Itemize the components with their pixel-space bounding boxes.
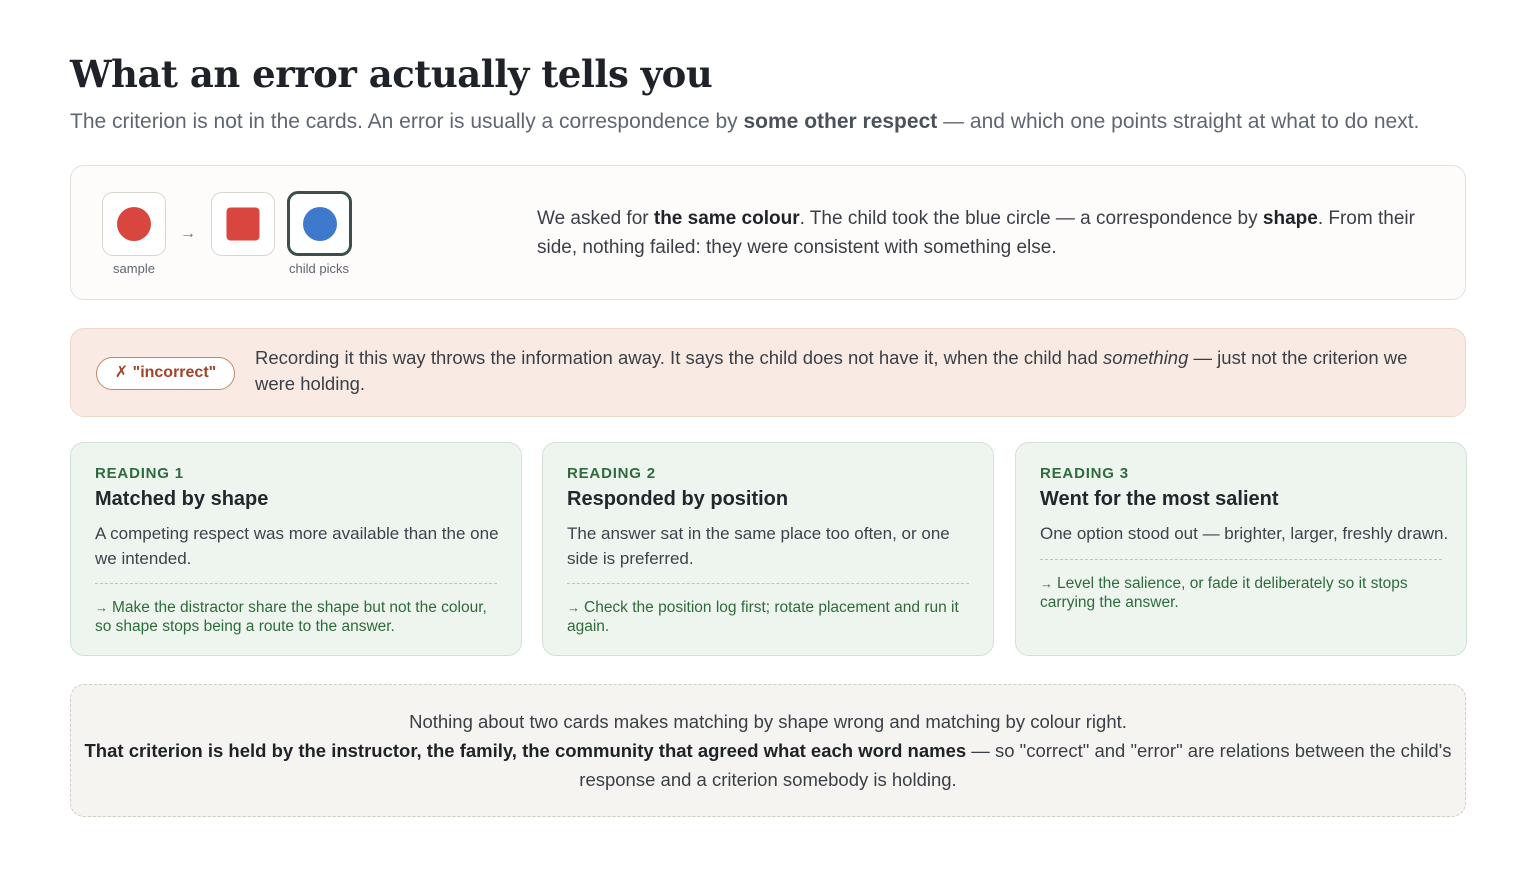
subtitle-emphasis: some other respect xyxy=(743,110,938,133)
reading-action-text: Check the position log first; rotate placement and run it again. xyxy=(567,599,959,635)
reading-card-1 xyxy=(70,442,522,656)
option-card-red-square xyxy=(211,192,275,256)
arrow-right-icon: → xyxy=(1040,576,1053,591)
divider xyxy=(1040,559,1442,560)
reading-card-3 xyxy=(1015,442,1467,656)
arrow-right-icon: → xyxy=(180,225,196,242)
example-emphasis-shape: shape xyxy=(1262,208,1318,229)
reading-action-text: Level the salience, or fade it deliberately so it stops carrying the answer. xyxy=(1040,575,1408,611)
example-text: . From their side, nothing failed: they were consistent with something else. xyxy=(537,208,1415,258)
reading-label: READING 1 xyxy=(95,465,184,482)
note-line-1: Nothing about two cards makes matching by shape wrong and matching by colour right. xyxy=(409,711,1127,732)
note-emphasis: That criterion is held by the instructor, the family, the community that agreed what each word names xyxy=(84,740,967,761)
page-subtitle xyxy=(70,110,1419,134)
reading-action-text: Make the distractor share the shape but not the colour, so shape stops being a route to the answer. xyxy=(95,599,487,635)
example-emphasis-colour: the same colour xyxy=(653,208,800,229)
divider xyxy=(567,583,969,584)
child-picks-caption: child picks xyxy=(289,261,349,276)
divider xyxy=(95,583,497,584)
reading-description: The answer sat in the same place too often, or one side is preferred. xyxy=(567,524,950,568)
criterion-note xyxy=(70,684,1466,817)
warning-text xyxy=(255,345,1445,397)
incorrect-badge: ✗ "incorrect" xyxy=(96,357,235,390)
reading-action xyxy=(1040,574,1440,612)
example-text: We asked for xyxy=(537,208,654,229)
option-card-blue-circle-selected xyxy=(287,191,352,256)
red-circle-icon xyxy=(117,207,151,241)
reading-description: One option stood out — brighter, larger, freshly drawn. xyxy=(1040,524,1449,543)
reading-action xyxy=(567,598,967,636)
reading-action xyxy=(95,598,495,636)
page-title: What an error actually tells you xyxy=(70,52,713,96)
reading-card-2 xyxy=(542,442,994,656)
reading-label: READING 3 xyxy=(1040,465,1129,482)
sample-caption: sample xyxy=(113,261,155,276)
note-rest: — so "correct" and "error" are relations between the child's response and a criterion somebody is holding. xyxy=(579,740,1452,790)
example-explanation xyxy=(537,204,1437,262)
example-card xyxy=(70,165,1466,300)
reading-title: Matched by shape xyxy=(95,488,269,510)
blue-circle-icon xyxy=(303,207,337,241)
reading-title: Responded by position xyxy=(567,488,789,510)
reading-description: A competing respect was more available than the one we intended. xyxy=(95,524,499,568)
warning-emphasis: something xyxy=(1103,347,1189,368)
example-text: . The child took the blue circle — a correspondence by xyxy=(799,208,1263,229)
warning-text-part: — just not the criterion we were holding. xyxy=(255,347,1408,394)
subtitle-text-end: — and which one points straight at what to do next. xyxy=(937,110,1420,133)
warning-text-part: Recording it this way throws the information away. It says the child does not have it, when the child had xyxy=(255,347,1104,368)
reading-title: Went for the most salient xyxy=(1040,488,1279,510)
arrow-right-icon: → xyxy=(95,600,108,615)
arrow-right-icon: → xyxy=(567,600,580,615)
sample-card xyxy=(102,192,166,256)
note-line-2 xyxy=(71,736,1465,794)
incorrect-warning-card xyxy=(70,328,1466,417)
red-square-icon xyxy=(227,208,260,241)
reading-label: READING 2 xyxy=(567,465,656,482)
subtitle-text: The criterion is not in the cards. An error is usually a correspondence by xyxy=(70,110,744,133)
